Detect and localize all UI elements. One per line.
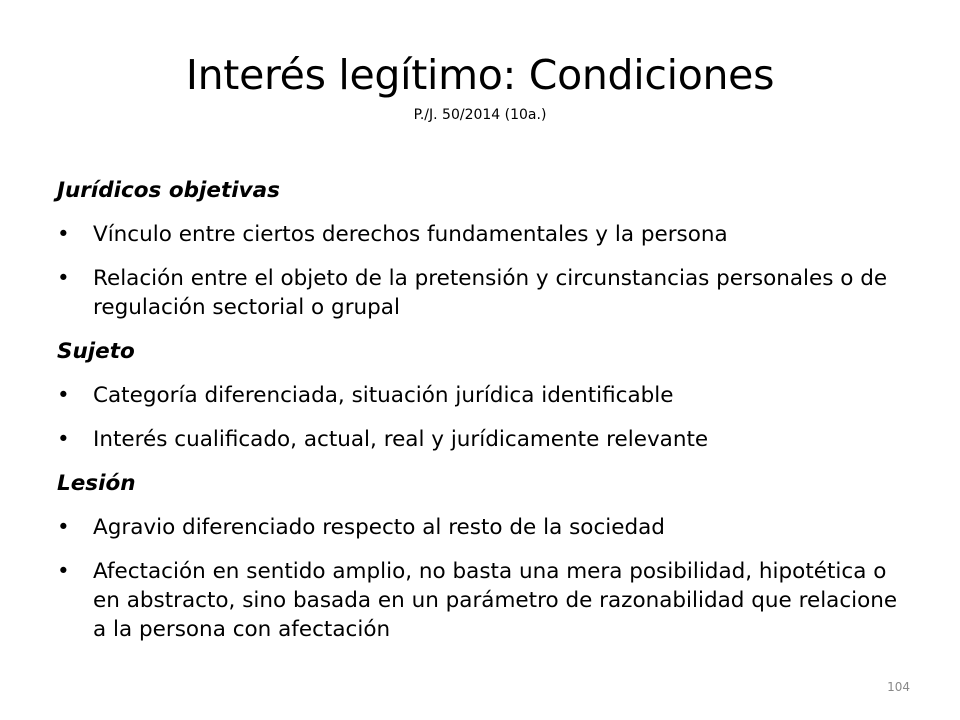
slide-title: Interés legítimo: Condiciones (185, 51, 775, 99)
bullet-icon: • (57, 222, 70, 247)
list-item (57, 425, 907, 454)
bullet-list (57, 381, 907, 454)
bullet-text: Agravio diferenciado respecto al resto de la sociedad (93, 515, 665, 540)
section-sujeto (57, 337, 907, 454)
bullet-text: Categoría diferenciada, situación jurídica identificable (93, 383, 674, 408)
list-item (57, 557, 907, 644)
section-lesion (57, 469, 907, 644)
bullet-text: Afectación en sentido amplio, no basta una mera posibilidad, hipotética o en abstracto, sino basada en un parámetro de razonabilidad que relacione a la persona con afectación (93, 559, 898, 642)
section-heading: Lesión (57, 471, 136, 496)
bullet-list (57, 220, 907, 322)
bullet-text: Relación entre el objeto de la pretensión y circunstancias personales o de regulación sectorial o grupal (93, 266, 888, 320)
list-item (57, 513, 907, 542)
section-heading: Jurídicos objetivas (57, 178, 280, 203)
section-juridicos-objetivas (57, 176, 907, 322)
bullet-text: Vínculo entre ciertos derechos fundamentales y la persona (93, 222, 728, 247)
title-block (48, 50, 912, 124)
section-heading: Sujeto (57, 339, 135, 364)
bullet-icon: • (57, 427, 70, 452)
bullet-icon: • (57, 266, 70, 291)
bullet-icon: • (57, 559, 70, 584)
bullet-icon: • (57, 515, 70, 540)
slide-subtitle: P./J. 50/2014 (10a.) (413, 107, 547, 123)
list-item (57, 264, 907, 322)
slide-content (57, 176, 907, 659)
bullet-text: Interés cualificado, actual, real y jurídicamente relevante (93, 427, 709, 452)
bullet-icon: • (57, 383, 70, 408)
list-item (57, 381, 907, 410)
page-number: 104 (887, 680, 910, 694)
list-item (57, 220, 907, 249)
bullet-list (57, 513, 907, 644)
